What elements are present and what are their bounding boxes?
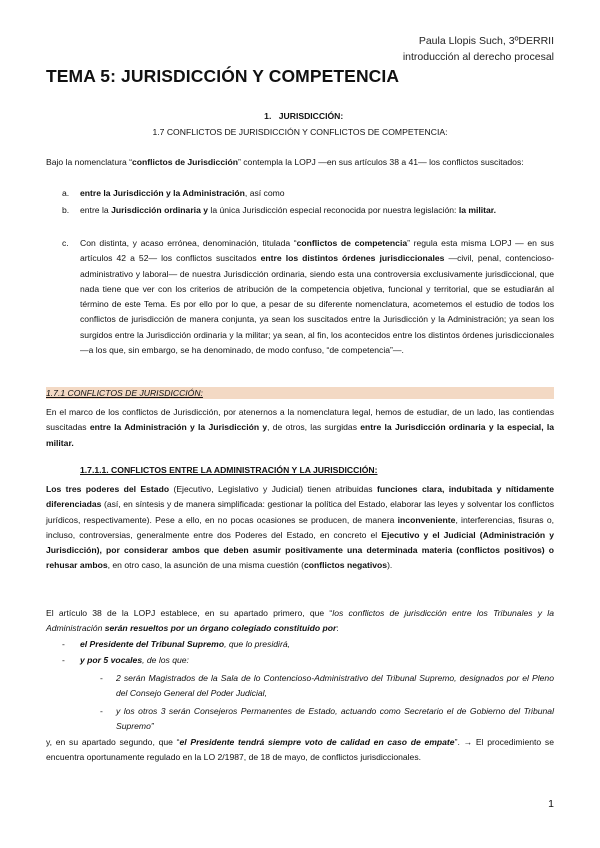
- text-run: la única Jurisdicción especial reconocida por nuestra legislación:: [208, 205, 459, 215]
- text-run-bold: Jurisdicción ordinaria y: [111, 205, 209, 215]
- text-run-bold-italic: el Presidente tendrá siempre voto de calidad en caso de empate: [179, 737, 455, 747]
- sub-marker-2: -: [100, 706, 103, 716]
- text-run-bold: inconveniente: [397, 514, 456, 525]
- text-run-bold-italic: y por 5 vocales: [80, 655, 143, 665]
- text-run: , en otro caso, la asunción de una misma cuestión (: [107, 560, 304, 571]
- text-run-bold: la militar.: [458, 205, 497, 215]
- list-item-b: [80, 203, 554, 218]
- text-run-bold: conflictos negativos: [303, 560, 388, 571]
- text-run-bold: entre la Jurisdicción y la Administración: [80, 188, 245, 198]
- section-heading: [46, 111, 554, 121]
- text-run: Bajo la nomenclatura “: [46, 157, 132, 167]
- text-run: , de otros, las surgidas: [267, 422, 361, 433]
- text-run: Con distinta, y acaso errónea, denominación, titulada “: [80, 238, 297, 248]
- text-run-italic: y los otros 3 serán Consejeros Permanentes de Estado, actuando como Secretario el de Gobierno del Tribunal Supremo”: [116, 706, 554, 732]
- text-run: ” contempla la LOPJ —en sus artículos 38 a 41— los conflictos suscitados:: [238, 157, 524, 167]
- text-run-italic: los conflictos de jurisdicción entre los Tribunales y la Administración: [46, 608, 554, 634]
- text-run: ”. → El procedimiento se encuentra oportunamente regulado en la LO 2/1987, de 18 de mayo, de conflictos jurisdiccionales.: [46, 737, 555, 763]
- dash-marker-2: -: [62, 655, 65, 665]
- text-run: , interferencias, fisuras o, incluso, controversias, generalmente entre dos Poderes del Estado, en concreto el: [46, 514, 554, 540]
- list-marker-c: c.: [62, 238, 69, 248]
- text-run: En el marco de los conflictos de Jurisdicción, por atenernos a la nomenclatura legal, hemos de estudiar, de un lado, las contiendas suscitadas: [46, 407, 554, 433]
- list-marker-a: a.: [62, 188, 70, 198]
- dash-item-1: [80, 637, 554, 652]
- text-run-bold: Ejecutivo y el Judicial (Administración y Jurisdicción), por considerar ambos que deben asumir positivamente una determinada materia (conflictos positivos) o rehusar ambos: [46, 529, 554, 571]
- text-run: y, en su apartado segundo, que “: [46, 737, 180, 747]
- dash-item-2: [80, 653, 554, 668]
- text-run: ” regula esta misma LOPJ — en sus artículos 42 a 52— los conflictos suscitados: [80, 238, 554, 264]
- page-title: TEMA 5: JURISDICCIÓN Y COMPETENCIA: [46, 66, 400, 86]
- text-run-bold: Los tres poderes del Estado: [46, 484, 170, 494]
- subsection-heading-1711: 1.7.1.1. CONFLICTOS ENTRE LA ADMINISTRACIÓN Y LA JURISDICCIÓN:: [80, 465, 378, 475]
- paragraph-1711: [46, 482, 554, 574]
- text-run-bold: conflictos de competencia: [296, 238, 408, 248]
- text-run-bold-italic: el Presidente del Tribunal Supremo: [80, 639, 225, 649]
- text-run-italic: , que lo presidirá,: [224, 639, 290, 649]
- text-run-bold: funciones clara, indubitada y nítidamente diferenciadas: [46, 484, 555, 510]
- text-run: El artículo 38 de la LOPJ establece, en su apartado primero, que “: [46, 608, 333, 618]
- header-course: introducción al derecho procesal: [402, 51, 554, 63]
- text-run-bold: entre la Jurisdicción ordinaria y la especial, la militar.: [46, 422, 554, 448]
- text-run-bold-italic: serán resueltos por un órgano colegiado constituido por: [104, 623, 337, 634]
- text-run-bold: conflictos de Jurisdicción: [131, 157, 238, 167]
- header-author: Paula Llopis Such, 3ºDERRII: [418, 35, 554, 47]
- section-subtitle: 1.7 CONFLICTOS DE JURISDICCIÓN Y CONFLICTOS DE COMPETENCIA:: [152, 127, 448, 137]
- text-run-bold: entre los distintos órdenes jurisdiccionales: [260, 253, 445, 264]
- subsection-heading-highlight: [46, 387, 554, 399]
- list-item-c: [80, 236, 554, 358]
- intro-paragraph: [46, 155, 554, 170]
- paragraph-171: [46, 405, 554, 451]
- paragraph-article-38: [46, 606, 554, 637]
- dash-marker-1: -: [62, 639, 65, 649]
- text-run-italic: , de los que:: [142, 655, 189, 665]
- text-run: :: [336, 623, 339, 634]
- paragraph-final: [46, 735, 554, 766]
- page-number: 1: [548, 798, 554, 810]
- list-marker-b: b.: [62, 205, 70, 215]
- text-run: —civil, penal, contencioso-administrativo y laboral— de nuestra Jurisdicción ordinaria, siendo esta una controversia exclusivamente jurisdiccional, que nada tiene que ver con los criterios de atribución de la competencia objetiva, funcional y territorial, que se estudiarán al término de este Tema. Es por ello por lo que, a pesar de su diferente nomenclatura, acometemos el estudio de todos los conflictos de jurisdicción de manera conjunta, ya sean los suscitados entre la Jurisdicción y la Administración; ya sean los surgidos entre la Jurisdicción ordinaria y la militar; ya sean, al fin, los acontecidos entre los distintos órdenes jurisdiccionales —a los que, sin embargo, se ha denominado, de modo confuso, “de competencia”—.: [80, 253, 554, 356]
- text-run-italic: 2 serán Magistrados de la Sala de lo Contencioso-Administrativo del Tribunal Supremo, designados por el Pleno del Consejo General del Poder Judicial,: [116, 673, 554, 699]
- text-run: , así como: [244, 188, 285, 198]
- text-run: (Ejecutivo, Legislativo y Judicial) tienen atribuidas: [169, 484, 377, 494]
- text-run: (así, en síntesis y de manera simplificada: gestionar la política del Estado, elaborar las leyes y solventar los conflictos jurídicos, respectivamente). Pese a ello, en no pocas ocasiones se producen, de manera: [46, 499, 554, 525]
- sub-marker-1: -: [100, 673, 103, 683]
- section-number: 1.: [264, 111, 272, 121]
- text-run: ).: [387, 560, 393, 571]
- list-item-a: [80, 186, 554, 201]
- sub-item-1: [116, 671, 554, 702]
- subsection-heading-171: 1.7.1 CONFLICTOS DE JURISDICCIÓN:: [46, 388, 203, 398]
- text-run: entre la: [80, 205, 112, 215]
- section-label: JURISDICCIÓN:: [278, 111, 344, 121]
- sub-item-2: [116, 704, 554, 735]
- text-run-bold: entre la Administración y la Jurisdicción y: [89, 422, 268, 433]
